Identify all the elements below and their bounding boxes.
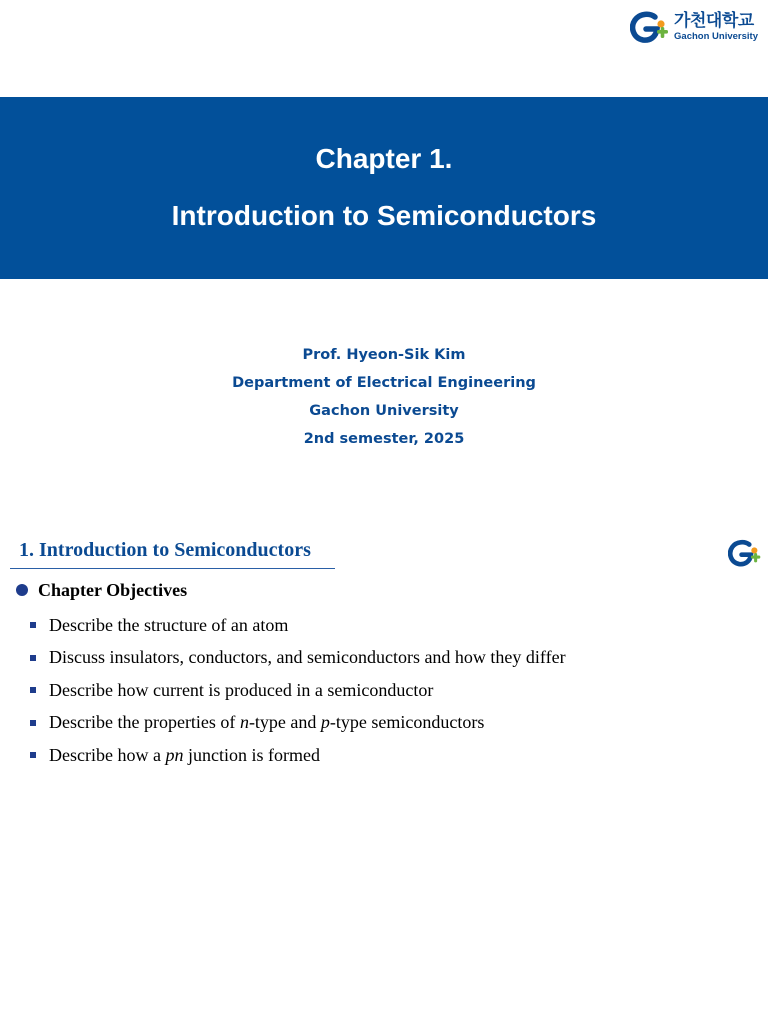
square-bullet-icon xyxy=(30,752,36,758)
author-name: Prof. Hyeon-Sik Kim xyxy=(302,347,466,363)
list-item-text xyxy=(49,647,566,668)
list-item xyxy=(30,739,566,772)
list-item xyxy=(30,674,566,707)
objectives-list xyxy=(30,609,566,772)
text-segment: -type semiconductors xyxy=(329,712,485,733)
author-semester: 2nd semester, 2025 xyxy=(303,431,465,447)
list-item-text xyxy=(49,615,288,636)
gachon-g-logo-icon xyxy=(630,11,670,43)
university-logo xyxy=(630,11,758,43)
square-bullet-icon xyxy=(30,720,36,726)
italic-term: pn xyxy=(165,744,184,765)
square-bullet-icon xyxy=(30,655,36,661)
list-item-text xyxy=(49,712,484,733)
objectives-heading xyxy=(16,577,187,603)
italic-term: n xyxy=(239,712,249,733)
section-title: 1. Introduction to Semiconductors xyxy=(19,539,311,561)
gachon-g-logo-icon xyxy=(728,539,762,567)
text-segment: Describe how current is produced in a semiconductor xyxy=(49,679,434,700)
circle-bullet-icon xyxy=(16,584,28,596)
section-divider xyxy=(10,568,335,569)
text-segment: junction is formed xyxy=(183,744,320,765)
text-segment: Describe the structure of an atom xyxy=(49,614,289,635)
logo-english-text: Gachon University xyxy=(674,30,758,42)
text-segment: Describe how a xyxy=(49,744,166,765)
author-block xyxy=(0,341,768,453)
text-segment: Describe the properties of xyxy=(49,712,240,733)
list-item xyxy=(30,642,566,675)
list-item-text xyxy=(49,680,433,701)
square-bullet-icon xyxy=(30,687,36,693)
list-item xyxy=(30,609,566,642)
text-segment: Discuss insulators, conductors, and semiconductors and how they differ xyxy=(49,647,566,668)
text-segment: -type and xyxy=(248,712,321,733)
author-department: Department of Electrical Engineering xyxy=(232,375,536,391)
author-university: Gachon University xyxy=(309,403,459,419)
chapter-title: Introduction to Semiconductors xyxy=(171,200,597,231)
objectives-label: Chapter Objectives xyxy=(38,580,188,600)
title-banner xyxy=(0,97,768,279)
logo-korean-text: 가천대학교 xyxy=(674,10,754,31)
list-item xyxy=(30,707,566,740)
chapter-number: Chapter 1. xyxy=(315,143,453,174)
list-item-text xyxy=(49,745,320,766)
square-bullet-icon xyxy=(30,622,36,628)
italic-term: p xyxy=(320,712,330,733)
